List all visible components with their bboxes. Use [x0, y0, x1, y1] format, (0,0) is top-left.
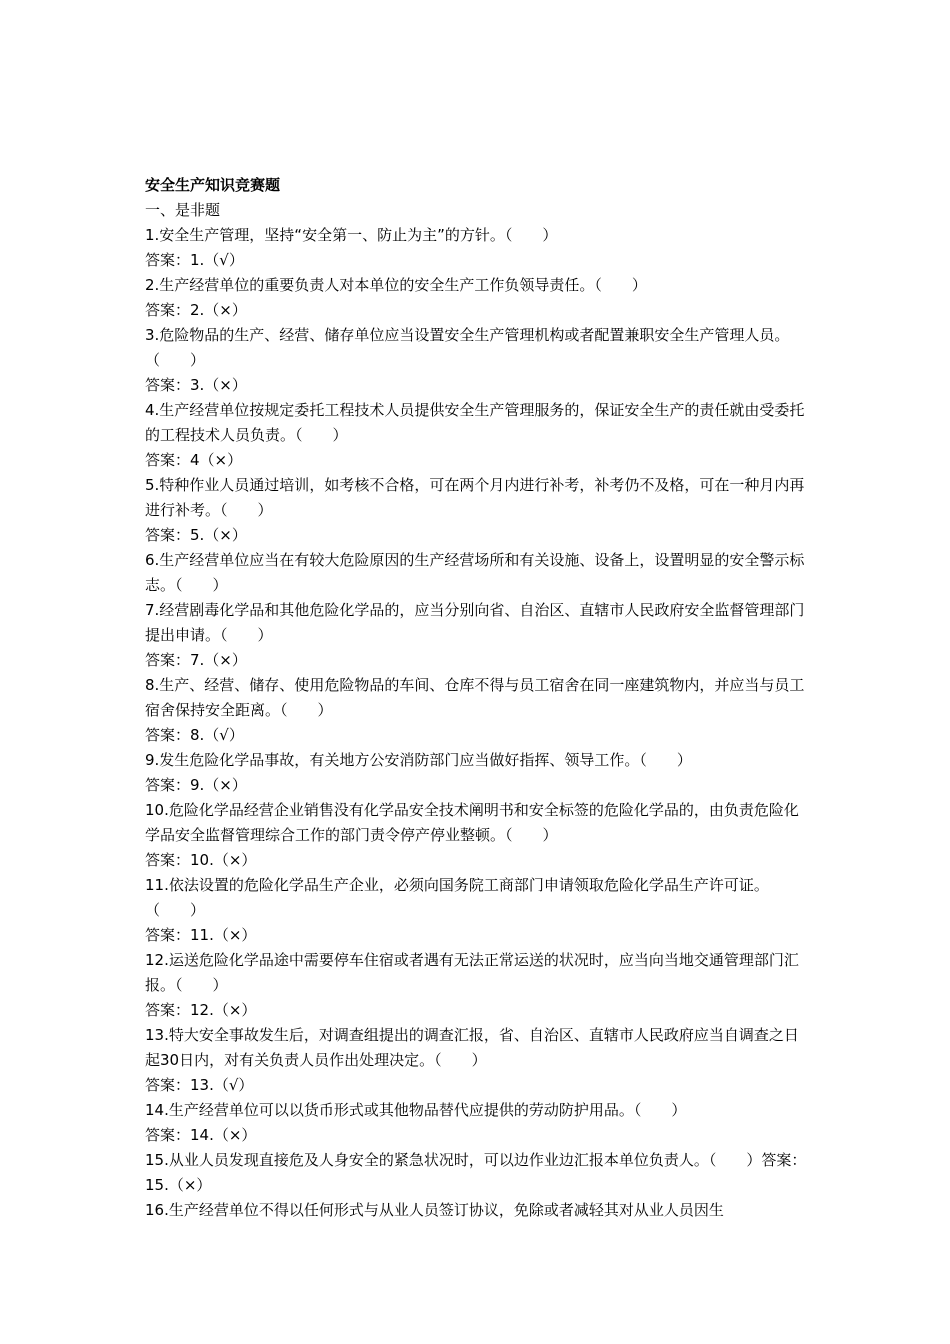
- question-11: 11.依法设置的危险化学品生产企业，必须向国务院工商部门申请领取危险化学品生产许可证。（ ）: [145, 876, 769, 919]
- answer-2: 答案：2.（×）: [145, 301, 247, 319]
- answer-13: 答案：13.（√）: [145, 1076, 254, 1094]
- question-9: 9.发生危险化学品事故，有关地方公安消防部门应当做好指挥、领导工作。（ ）: [145, 751, 692, 769]
- question-12: 12.运送危险化学品途中需要停车住宿或者遇有无法正常运送的状况时，应当向当地交通管理部门汇报。（ ）: [145, 951, 799, 994]
- answer-10: 答案：10.（×）: [145, 851, 257, 869]
- answer-3: 答案：3.（×）: [145, 376, 247, 394]
- question-list: [145, 223, 807, 1223]
- answer-11: 答案：11.（×）: [145, 926, 257, 944]
- answer-14: 答案：14.（×）: [145, 1126, 257, 1144]
- question-13: 13.特大安全事故发生后，对调查组提出的调查汇报，省、自治区、直辖市人民政府应当自调查之日起30日内，对有关负责人员作出处理决定。（ ）: [145, 1026, 799, 1069]
- question-1: 1.安全生产管理，坚持“安全第一、防止为主”的方针。（ ）: [145, 226, 558, 244]
- answer-7: 答案：7.（×）: [145, 651, 247, 669]
- answer-8: 答案：8.（√）: [145, 726, 244, 744]
- answer-5: 答案：5.（×）: [145, 526, 247, 544]
- question-7: 7.经营剧毒化学品和其他危险化学品的，应当分别向省、自治区、直辖市人民政府安全监督管理部门提出申请。（ ）: [145, 601, 805, 644]
- question-4: 4.生产经营单位按规定委托工程技术人员提供安全生产管理服务的，保证安全生产的责任就由受委托的工程技术人员负责。（ ）: [145, 401, 805, 444]
- document-page: [145, 173, 807, 1223]
- question-5: 5.特种作业人员通过培训，如考核不合格，可在两个月内进行补考，补考仍不及格，可在一种月内再进行补考。（ ）: [145, 476, 805, 519]
- question-6: 6.生产经营单位应当在有较大危险原因的生产经营场所和有关设施、设备上，设置明显的安全警示标志。（ ）: [145, 551, 805, 594]
- question-15: 15.从业人员发现直接危及人身安全的紧急状况时，可以边作业边汇报本单位负责人。（ ）答案：15.（×）: [145, 1151, 807, 1194]
- answer-1: 答案：1.（√）: [145, 251, 244, 269]
- answer-4: 答案：4（×）: [145, 451, 243, 469]
- question-2: 2.生产经营单位的重要负责人对本单位的安全生产工作负领导责任。（ ）: [145, 276, 647, 294]
- question-16: 16.生产经营单位不得以任何形式与从业人员签订协议，免除或者减轻其对从业人员因生: [145, 1201, 724, 1219]
- answer-9: 答案：9.（×）: [145, 776, 247, 794]
- document-title: 安全生产知识竞赛题: [145, 176, 281, 194]
- question-14: 14.生产经营单位可以以货币形式或其他物品替代应提供的劳动防护用品。（ ）: [145, 1101, 687, 1119]
- question-8: 8.生产、经营、储存、使用危险物品的车间、仓库不得与员工宿舍在同一座建筑物内，并应当与员工宿舍保持安全距离。（ ）: [145, 676, 805, 719]
- question-10: 10.危险化学品经营企业销售没有化学品安全技术阐明书和安全标签的危险化学品的，由负责危险化学品安全监督管理综合工作的部门责令停产停业整顿。（ ）: [145, 801, 799, 844]
- answer-12: 答案：12.（×）: [145, 1001, 257, 1019]
- question-3: 3.危险物品的生产、经营、储存单位应当设置安全生产管理机构或者配置兼职安全生产管理人员。（ ）: [145, 326, 790, 369]
- section-heading: 一、是非题: [145, 201, 221, 219]
